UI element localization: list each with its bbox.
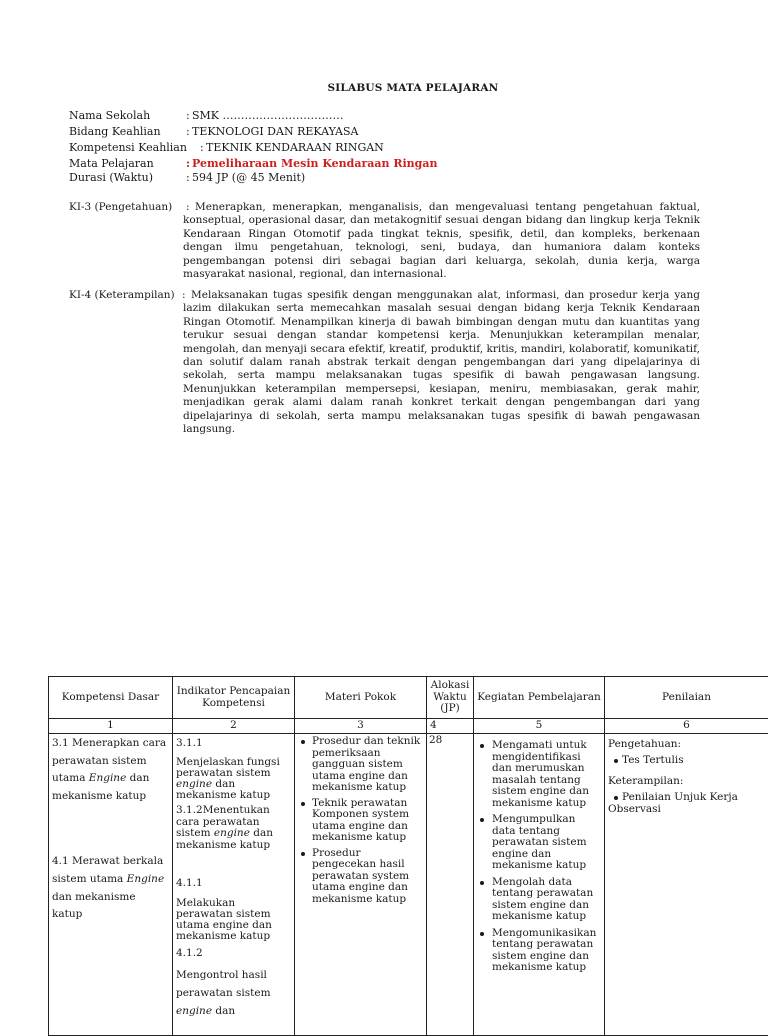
list-item: Mengamati untuk mengidentifikasi dan merumuskan masalah tentang sistem engine dan mekanisme katup [474, 740, 602, 809]
syllabus-table [48, 676, 768, 1036]
ki4-text: Melaksanakan tugas spesifik dengan menggunakan alat, informasi, dan prosedur kerja yang lazim dilakukan serta memecahkan masalah sesuai dengan bidang kerja Teknik Kendaraan Ringan Otomotif. Menampilkan kinerja di bawah bimbingan dengan mutu dan kuantitas yang terukur sesuai dengan standar kompetensi kerja. Menunjukkan keterampilan menalar, mengolah, dan menyaji secara efektif, kreatif, produktif, kritis, mandiri, kolaboratif, komunikatif, dan solutif dalam ranah abstrak terkait dengan pengembangan dari yang dipelajarinya di sekolah, serta mampu melaksanakan tugas spesifik di bawah pengawasan langsung. Menunjukkan keterampilan mempersepsi, kesiapan, meniru, membiasakan, gerak mahir, menjadikan gerak alami dalam ranah konkret terkait dengan pengembangan dari yang dipelajarinya di sekolah, serta mampu melaksanakan tugas spesifik di bawah pengawasan langsung. [183, 289, 700, 436]
materi-cell [295, 734, 427, 1036]
penilaian-pengetahuan-label: Pengetahuan: [608, 739, 766, 751]
indikator-number: 3.1.1 [176, 738, 291, 750]
ki4-label: KI-4 (Keterampilan) [69, 289, 175, 302]
header-alokasi-waktu: Alokasi Waktu (JP) [427, 677, 474, 719]
column-number: 3 [295, 719, 427, 734]
column-number: 1 [49, 719, 173, 734]
table-row [49, 734, 768, 1036]
info-value-subject: Pemeliharaan Mesin Kendaraan Ringan [192, 156, 438, 172]
info-label: Durasi (Waktu) [69, 170, 153, 186]
page-title: SILABUS MATA PELAJARAN [0, 82, 768, 94]
list-item: Mengumpulkan data tentang perawatan sistem engine dan mekanisme katup [474, 814, 602, 872]
column-number: 2 [173, 719, 295, 734]
info-value: SMK …………………………… [192, 108, 344, 124]
list-item: Teknik perawatan Komponen system utama engine dan mekanisme katup [297, 798, 422, 844]
penilaian-cell [605, 734, 768, 1036]
info-label: Bidang Keahlian [69, 124, 161, 140]
table-number-row [49, 719, 768, 734]
header-kegiatan: Kegiatan Pembelajaran [474, 677, 605, 719]
info-value: 594 JP (@ 45 Menit) [192, 170, 305, 186]
list-item: Prosedur dan teknik pemeriksaan gangguan sistem utama engine dan mekanisme katup [297, 736, 422, 794]
kegiatan-list [474, 740, 602, 974]
indikator-text: Melakukan perawatan sistem utama engine dan mekanisme katup [176, 898, 291, 942]
indikator-text: Menjelaskan fungsi perawatan sistem engine dan mekanisme katup [176, 757, 291, 801]
info-value: TEKNIK KENDARAAN RINGAN [206, 140, 384, 156]
materi-list [297, 736, 422, 905]
list-item: Tes Tertulis [608, 755, 766, 767]
indikator-text: Mengontrol hasil perawatan sistem engine dan [176, 966, 291, 1020]
syllabus-page: SILABUS MATA PELAJARAN Nama Sekolah : SMK …………………………… Bidang Keahlian : TEKNOLOGI DAN REKAYASA Kompetensi Keahlian : TEKNIK KENDARAAN RINGAN Mata Pelajaran : Pemeliharaan Mesin Kendaraan Ringan Durasi (Waktu) : 594 JP (@ 45 Menit) KI-3 (Pengetahuan) : Menerapkan, menerapkan, menganalisis, dan mengevaluasi tentang pengetahuan faktual, konseptual, operasional dasar, dan metakognitif sesuai dengan bidang dan lingkup kerja Teknik Kendaraan Ringan Otomotif pada tingkat teknis, spesifik, detil, dan kompleks, berkenaan dengan ilmu pengetahuan, teknologi, seni, budaya, dan humaniora dalam konteks pengembangan potensi diri sebagai bagian dari keluarga, sekolah, dunia kerja, warga masyarakat nasional, regional, dan internasional. KI-4 (Keterampilan) : Melaksanakan tugas spesifik dengan menggunakan alat, informasi, dan prosedur kerja yang lazim dilakukan serta memecahkan masalah sesuai dengan bidang kerja Teknik Kendaraan Ringan Otomotif. Menampilkan kinerja di bawah bimbingan dengan mutu dan kuantitas yang terukur sesuai dengan standar kompetensi kerja. Menunjukkan keterampilan menalar, mengolah, dan menyaji secara efektif, kreatif, produktif, kritis, mandiri, kolaboratif, komunikatif, dan solutif dalam ranah abstrak terkait dengan pengembangan dari yang dipelajarinya di sekolah, serta mampu melaksanakan tugas spesifik di bawah pengawasan langsung. Menunjukkan keterampilan mempersepsi, kesiapan, meniru, membiasakan, gerak mahir, menjadikan gerak alami dalam ranah konkret terkait dengan pengembangan dari yang dipelajarinya di sekolah, serta mampu melaksanakan tugas spesifik di bawah pengawasan langsung. Kompetensi Dasar Indikator Pencapaian Kompetensi Materi Pokok Alokasi Waktu (JP) Kegiatan Pembelajaran Penilaian 1 2 3 4 5 6 3.1 Menerapkan cara perawatan sistem utama Engine dan mekanisme katup 4.1 Merawat berkala sistem utama Engine dan mekanisme katup 3.1.1 Menjelaskan fungsi perawatan sistem engine dan mekanisme katup 3.1.2Menentukan cara perawatan sistem engine dan mekanisme katup 4.1.1 Melakukan perawatan sistem utama engine dan mekanisme katup 4.1.2 Mengontrol hasil perawatan sistem engine dan Prosedur dan teknik pemeriksaan gangguan sistem utama engine dan mekanisme katup Teknik perawatan Komponen system utama engine dan mekanisme katup Prosedur pengecekan hasil perawatan system utama engine dan mekanisme katup 28 Mengamati untuk mengidentifikasi dan merumuskan masalah tentang sistem engine dan mekanisme katup Mengumpulkan data tentang perawatan sistem engine dan mekanisme katup Mengolah data tentang perawatan sistem engine dan mekanisme katup Mengomunikasikan tentang perawatan sistem engine dan mekanisme katup Pengetahuan: Tes Tertulis Keterampilan: Penilaian Unjuk Kerja Observasi [0, 0, 768, 1024]
indikator-number: 4.1.2 [176, 948, 291, 960]
column-number: 6 [605, 719, 768, 734]
column-number: 5 [474, 719, 605, 734]
kd-item: 3.1 Menerapkan cara perawatan sistem utama Engine dan mekanisme katup [52, 735, 169, 805]
ki3-label: KI-3 (Pengetahuan) [69, 201, 172, 214]
kegiatan-cell [474, 734, 605, 1036]
ki3-section: KI-3 (Pengetahuan) : Menerapkan, menerapkan, menganalisis, dan mengevaluasi tentang pengetahuan faktual, konseptual, operasional dasar, dan metakognitif sesuai dengan bidang dan lingkup kerja Teknik Kendaraan Ringan Otomotif pada tingkat teknis, spesifik, detil, dan kompleks, berkenaan dengan ilmu pengetahuan, teknologi, seni, budaya, dan humaniora dalam konteks pengembangan potensi diri sebagai bagian dari keluarga, sekolah, dunia kerja, warga masyarakat nasional, regional, dan internasional. [69, 201, 700, 281]
header-indikator: Indikator Pencapaian Kompetensi [173, 677, 295, 719]
penilaian-pengetahuan-list [608, 755, 766, 767]
penilaian-keterampilan-label: Keterampilan: [608, 776, 766, 788]
info-value: TEKNOLOGI DAN REKAYASA [192, 124, 358, 140]
ki4-section: KI-4 (Keterampilan) : Melaksanakan tugas spesifik dengan menggunakan alat, informasi, dan prosedur kerja yang lazim dilakukan serta memecahkan masalah sesuai dengan bidang kerja Teknik Kendaraan Ringan Otomotif. Menampilkan kinerja di bawah bimbingan dengan mutu dan kuantitas yang terukur sesuai dengan standar kompetensi kerja. Menunjukkan keterampilan menalar, mengolah, dan menyaji secara efektif, kreatif, produktif, kritis, mandiri, kolaboratif, komunikatif, dan solutif dalam ranah abstrak terkait dengan pengembangan dari yang dipelajarinya di sekolah, serta mampu melaksanakan tugas spesifik di bawah pengawasan langsung. Menunjukkan keterampilan mempersepsi, kesiapan, meniru, membiasakan, gerak mahir, menjadikan gerak alami dalam ranah konkret terkait dengan pengembangan dari yang dipelajarinya di sekolah, serta mampu melaksanakan tugas spesifik di bawah pengawasan langsung. [69, 289, 700, 436]
kd-item: 4.1 Merawat berkala sistem utama Engine dan mekanisme katup [52, 853, 169, 923]
header-penilaian: Penilaian [605, 677, 768, 719]
list-item: Mengolah data tentang perawatan sistem engine dan mekanisme katup [474, 877, 602, 923]
penilaian-keterampilan-list [608, 792, 766, 804]
kd-cell [49, 734, 173, 1036]
info-label: Mata Pelajaran [69, 156, 154, 172]
list-item: Penilaian Unjuk Kerja [608, 792, 766, 804]
alokasi-cell: 28 [427, 734, 474, 1036]
list-item: Prosedur pengecekan hasil perawatan system utama engine dan mekanisme katup [297, 848, 422, 906]
column-number: 4 [427, 719, 474, 734]
indikator-number: 4.1.1 [176, 878, 291, 890]
penilaian-extra: Observasi [608, 804, 766, 816]
header-materi-pokok: Materi Pokok [295, 677, 427, 719]
indikator-cell [173, 734, 295, 1036]
table-header-row [49, 677, 768, 719]
indikator-item: 3.1.2Menentukan cara perawatan sistem engine dan mekanisme katup [176, 805, 291, 852]
ki3-text: Menerapkan, menerapkan, menganalisis, dan mengevaluasi tentang pengetahuan faktual, konseptual, operasional dasar, dan metakognitif sesuai dengan bidang dan lingkup kerja Teknik Kendaraan Ringan Otomotif pada tingkat teknis, spesifik, detil, dan kompleks, berkenaan dengan ilmu pengetahuan, teknologi, seni, budaya, dan humaniora dalam konteks pengembangan potensi diri sebagai bagian dari keluarga, sekolah, dunia kerja, warga masyarakat nasional, regional, dan internasional. [183, 201, 700, 281]
info-label: Nama Sekolah [69, 108, 150, 124]
list-item: Mengomunikasikan tentang perawatan sistem engine dan mekanisme katup [474, 928, 602, 974]
header-kompetensi-dasar: Kompetensi Dasar [49, 677, 173, 719]
info-label: Kompetensi Keahlian [69, 140, 187, 156]
